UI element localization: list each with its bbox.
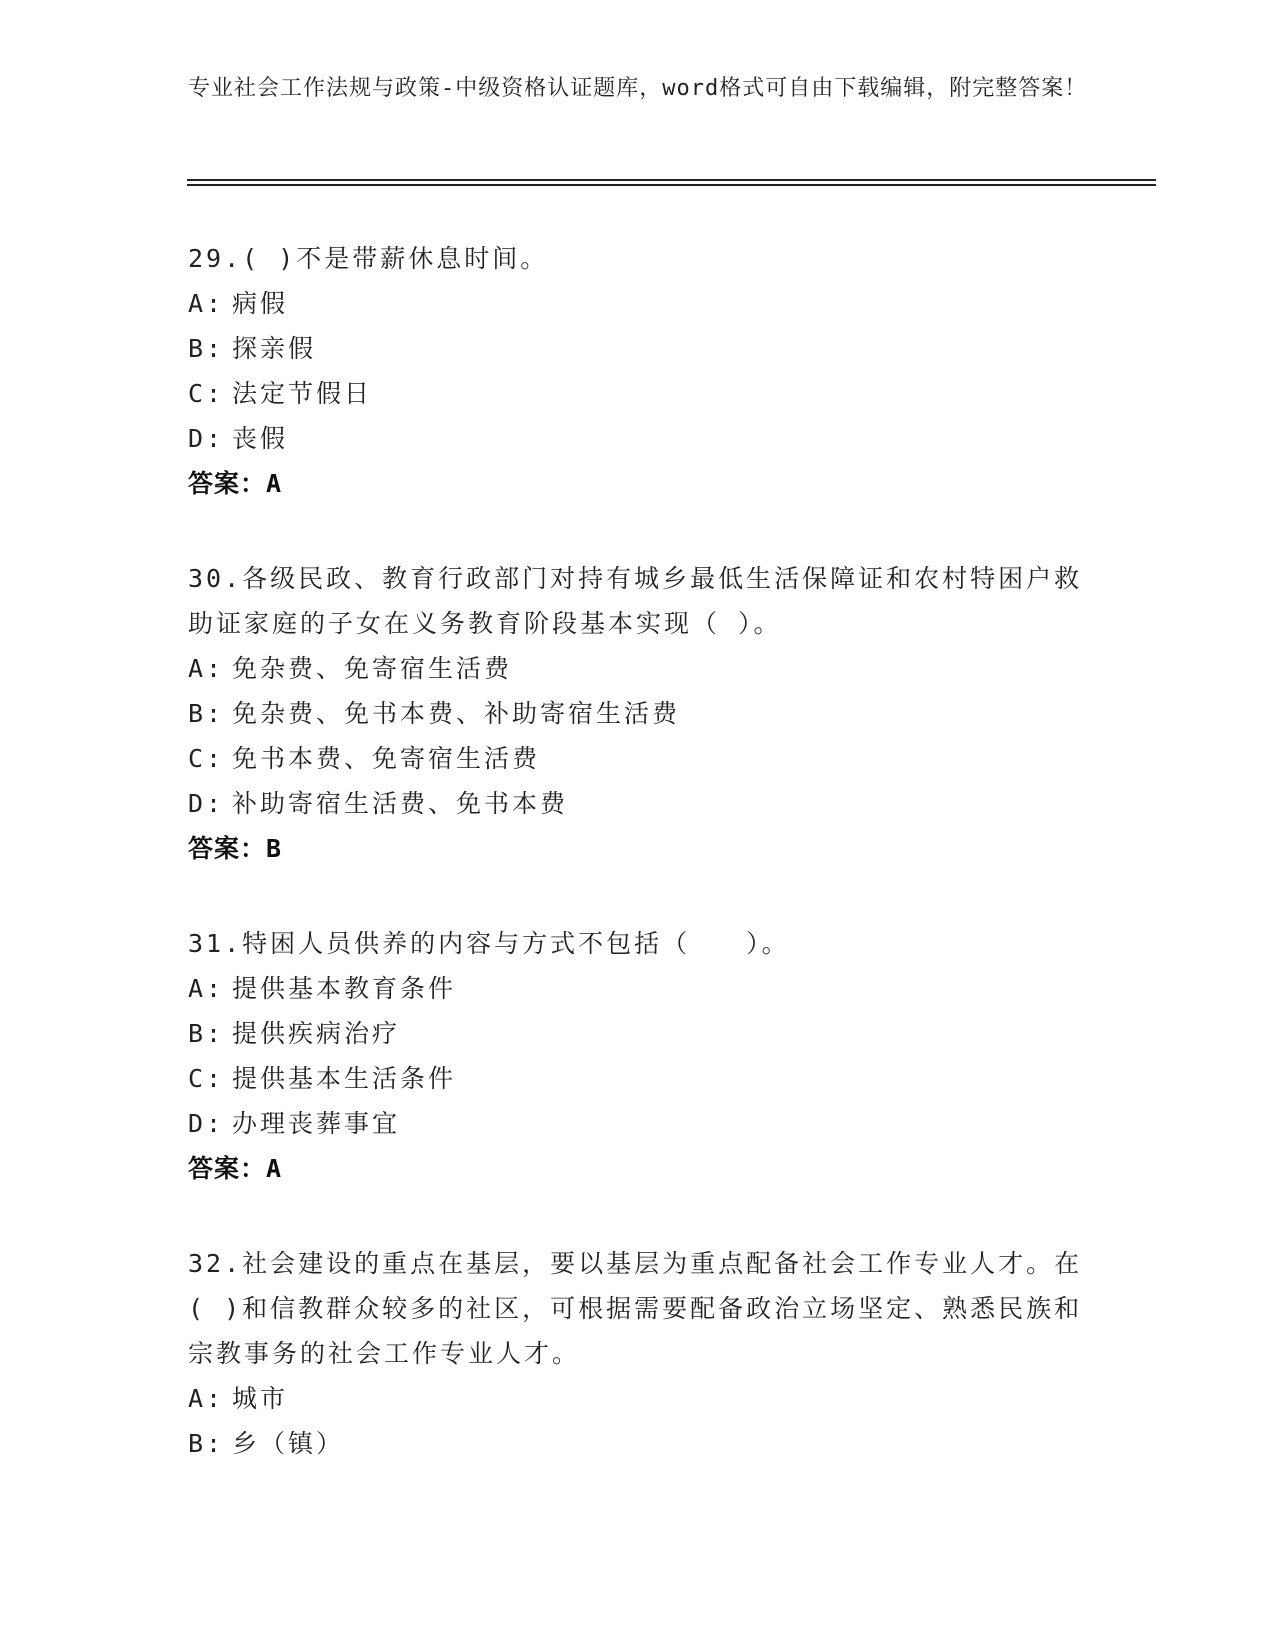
answer-label: 答案： [188,1154,267,1183]
option-d [188,416,1088,461]
option-d [188,781,1088,826]
option-key: B: [188,334,225,363]
answer-label: 答案： [188,834,267,863]
option-key: D: [188,424,225,453]
document-header: 专业社会工作法规与政策-中级资格认证题库，word格式可自由下载编辑，附完整答案！ [188,76,1088,101]
question-text: 32.社会建设的重点在基层，要以基层为重点配备社会工作专业人才。在( )和信教群众较多的社区，可根据需要配备政治立场坚定、熟悉民族和宗教事务的社会工作专业人才。 [188,1249,1083,1368]
option-a [188,281,1088,326]
option-a [188,966,1088,1011]
option-key: C: [188,1064,225,1093]
question-text: 29.( )不是带薪休息时间。 [188,244,549,273]
answer-line [188,1146,1088,1191]
option-b [188,1421,1088,1466]
option-key: A: [188,1384,225,1413]
option-key: B: [188,1019,225,1048]
answer-value: A [266,1154,283,1183]
question-text: 30.各级民政、教育行政部门对持有城乡最低生活保障证和农村特困户救助证家庭的子女在义务教育阶段基本实现（ ）。 [188,564,1083,638]
option-c [188,1056,1088,1101]
question-32 [188,1241,1088,1466]
option-key: B: [188,699,225,728]
question-list [188,236,1088,1516]
answer-line [188,461,1088,506]
option-text: 提供基本教育条件 [232,974,457,1003]
option-c [188,371,1088,416]
option-key: A: [188,974,225,1003]
answer-label: 答案： [188,469,267,498]
option-text: 病假 [232,289,289,318]
question-30 [188,556,1088,871]
answer-value: B [266,834,283,863]
question-31 [188,921,1088,1191]
option-text: 城市 [232,1384,289,1413]
option-key: A: [188,289,225,318]
option-text: 办理丧葬事宜 [232,1109,401,1138]
question-29 [188,236,1088,506]
option-text: 乡（镇） [232,1429,345,1458]
option-text: 提供基本生活条件 [232,1064,457,1093]
option-key: C: [188,379,225,408]
option-key: C: [188,744,225,773]
option-text: 免书本费、免寄宿生活费 [232,744,541,773]
option-key: D: [188,789,225,818]
answer-line [188,826,1088,871]
header-divider-bottom [187,184,1156,186]
option-text: 免杂费、免寄宿生活费 [232,654,513,683]
option-b [188,1011,1088,1056]
option-c [188,736,1088,781]
answer-value: A [266,469,283,498]
option-text: 提供疾病治疗 [232,1019,401,1048]
option-a [188,1376,1088,1421]
question-text: 31.特困人员供养的内容与方式不包括（ ）。 [188,929,790,958]
option-text: 丧假 [232,424,289,453]
option-key: D: [188,1109,225,1138]
option-text: 探亲假 [232,334,317,363]
header-divider-top [187,179,1156,181]
option-text: 免杂费、免书本费、补助寄宿生活费 [232,699,681,728]
option-d [188,1101,1088,1146]
option-text: 法定节假日 [232,379,373,408]
option-key: A: [188,654,225,683]
option-a [188,646,1088,691]
option-text: 补助寄宿生活费、免书本费 [232,789,569,818]
option-key: B: [188,1429,225,1458]
option-b [188,326,1088,371]
option-b [188,691,1088,736]
